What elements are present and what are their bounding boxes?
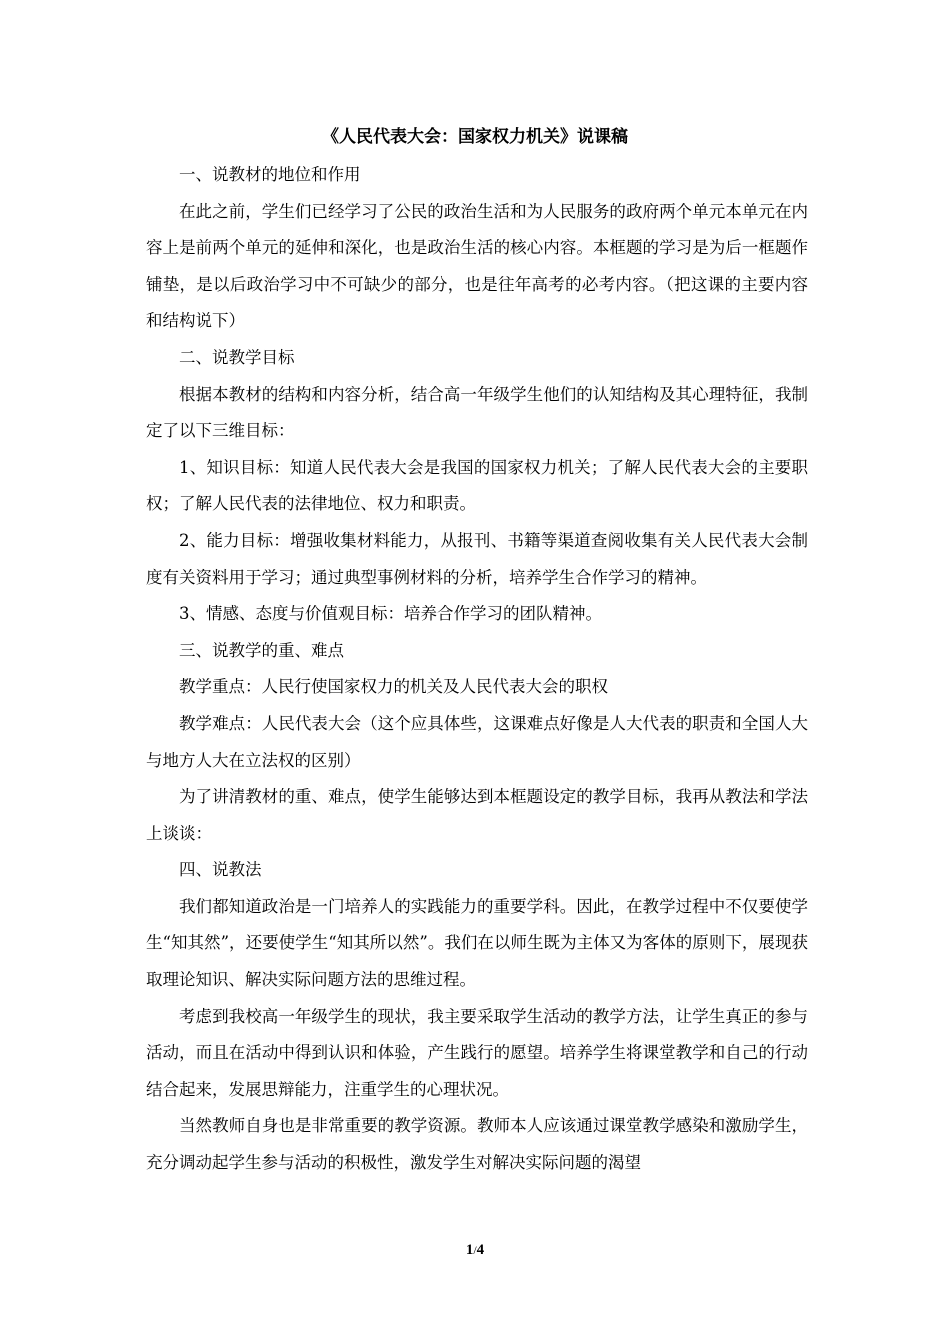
- paragraph: 在此之前，学生们已经学习了公民的政治生活和为人民服务的政府两个单元本单元在内容上是前两个单元的延伸和深化，也是政治生活的核心内容。本框题的学习是为后一框题作铺垫，是以后政治学习中不可缺少的部分，也是往年高考的必考内容。（把这课的主要内容和结构说下）: [146, 201, 808, 331]
- page-separator: /: [473, 1243, 477, 1257]
- paragraph: 1、知识目标：知道人民代表大会是我国的国家权力机关；了解人民代表大会的主要职权；了解人民代表的法律地位、权力和职责。: [146, 457, 808, 514]
- paragraph: 教学重点：人民行使国家权力的机关及人民代表大会的职权: [179, 677, 608, 697]
- paragraph: 为了讲清教材的重、难点，使学生能够达到本框题设定的教学目标，我再从教法和学法上谈谈：: [146, 787, 808, 843]
- total-pages: 4: [476, 1242, 485, 1258]
- section-heading: 四、说教法: [179, 860, 262, 880]
- document-title: 《人民代表大会：国家权力机关》说课稿: [322, 127, 628, 147]
- section-heading: 三、说教学的重、难点: [179, 640, 344, 660]
- paragraph: 根据本教材的结构和内容分析，结合高一年级学生他们的认知结构及其心理特征，我制定了以下三维目标：: [146, 384, 808, 441]
- page-number: [0, 1242, 950, 1259]
- paragraph: 3、情感、态度与价值观目标：培养合作学习的团队精神。: [179, 604, 602, 624]
- paragraph: 我们都知道政治是一门培养人的实践能力的重要学科。因此，在教学过程中不仅要使学生“知其然”，还要使学生“知其所以然”。我们在以师生既为主体又为客体的原则下，展现获取理论知识、解决实际问题方法的思维过程。: [146, 896, 808, 990]
- paragraph: 当然教师自身也是非常重要的教学资源。教师本人应该通过课堂教学感染和激励学生，充分调动起学生参与活动的积极性，激发学生对解决实际问题的渴望: [146, 1116, 808, 1173]
- current-page: 1: [465, 1242, 474, 1258]
- paragraph: 2、能力目标：增强收集材料能力，从报刊、书籍等渠道查阅收集有关人民代表大会制度有关资料用于学习；通过典型事例材料的分析，培养学生合作学习的精神。: [146, 530, 808, 587]
- section-heading: 一、说教材的地位和作用: [179, 165, 361, 184]
- section-heading: 二、说教学目标: [179, 347, 295, 367]
- paragraph: 教学难点：人民代表大会（这个应具体些，这课难点好像是人大代表的职责和全国人大与地方人大在立法权的区别）: [146, 713, 808, 770]
- paragraph: 考虑到我校高一年级学生的现状，我主要采取学生活动的教学方法，让学生真正的参与活动，而且在活动中得到认识和体验，产生践行的愿望。培养学生将课堂教学和自己的行动结合起来，发展思辩能力，注重学生的心理状况。: [146, 1006, 808, 1099]
- document-body: [146, 157, 808, 1182]
